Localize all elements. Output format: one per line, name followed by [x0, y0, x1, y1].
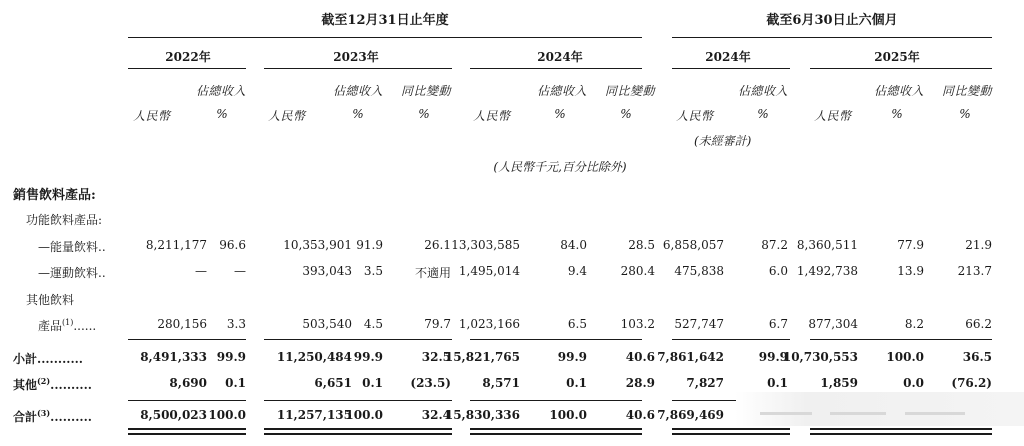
header-rule-six-months	[672, 37, 992, 38]
col-rmb-2025-h1: 人民幣	[814, 109, 852, 123]
total-top-rule-2	[264, 400, 452, 401]
cell-r4-c0: 8,690	[169, 376, 207, 390]
cell-r1-c8: 475,838	[674, 264, 724, 278]
period-2024: 2024年	[537, 50, 583, 64]
subtotal-rule-2	[264, 339, 452, 340]
row-label-sports: —運動飲料..	[38, 266, 106, 280]
cell-r3-c0: 8,491,333	[140, 350, 207, 364]
cell-r0-c8: 6,858,057	[662, 238, 724, 252]
cell-r1-c0: —	[195, 264, 207, 278]
cell-r2-c1: 3.3	[226, 317, 246, 331]
cell-r2-c3: 4.5	[363, 317, 383, 331]
row-label-subtotal: 小計...........	[13, 352, 83, 366]
cell-r0-c7: 28.5	[628, 238, 655, 252]
col-pct-2022: %	[216, 107, 228, 121]
cell-r1-c9: 6.0	[768, 264, 788, 278]
cell-r1-c6: 9.4	[567, 264, 587, 278]
cell-r5-c0: 8,500,023	[140, 408, 207, 422]
period-2025-h1: 2025年	[874, 50, 920, 64]
cell-r0-c3: 91.9	[356, 238, 383, 252]
cell-r0-c10: 8,360,511	[796, 238, 858, 252]
cell-r3-c9: 99.9	[758, 350, 788, 364]
col-yoy-2023: 同比變動	[400, 84, 451, 98]
cell-r3-c5: 15,821,765	[444, 350, 520, 364]
subtotal-rule-3	[470, 339, 642, 340]
cell-r2-c8: 527,747	[674, 317, 724, 331]
cell-r0-c5: 13,303,585	[451, 238, 520, 252]
cell-r4-c9: 0.1	[767, 376, 788, 390]
cell-r5-c5: 15,830,336	[444, 408, 520, 422]
cell-r1-c2: 393,043	[302, 264, 352, 278]
cell-r2-c9: 6.7	[768, 317, 788, 331]
col-yoy-2024: 同比變動	[604, 84, 655, 98]
col-share-2024: 佔總收入	[536, 84, 587, 98]
cell-r1-c11: 13.9	[897, 264, 924, 278]
unit-note: (人民幣千元,百分比除外)	[493, 160, 627, 174]
col-rmb-2022: 人民幣	[133, 109, 171, 123]
cell-r3-c6: 99.9	[557, 350, 587, 364]
row-label-total: 合計$^{(3)}$..........	[13, 408, 92, 424]
watermark-mark-3	[905, 412, 965, 415]
period-2022: 2022年	[165, 50, 211, 64]
cell-r3-c4: 32.5	[421, 350, 451, 364]
subtotal-rule-1	[128, 339, 246, 340]
cell-r3-c11: 100.0	[886, 350, 924, 364]
rule-2024	[470, 68, 642, 69]
cell-r4-c7: 28.9	[625, 376, 655, 390]
cell-r5-c6: 100.0	[549, 408, 587, 422]
period-2023: 2023年	[333, 50, 379, 64]
cell-r2-c0: 280,156	[157, 317, 207, 331]
cell-r4-c11: 0.0	[903, 376, 924, 390]
cell-r5-c4: 32.4	[421, 408, 451, 422]
cell-r4-c12: (76.2)	[951, 376, 992, 390]
rule-2023	[264, 68, 452, 69]
total-double-rule-2	[264, 428, 452, 435]
col-yoy-2025-h1: 同比變動	[941, 84, 992, 98]
cell-r2-c10: 877,304	[808, 317, 858, 331]
cell-r2-c6: 6.5	[567, 317, 587, 331]
cell-r3-c1: 99.9	[216, 350, 246, 364]
cell-r3-c3: 99.9	[353, 350, 383, 364]
cell-r0-c2: 10,353,901	[283, 238, 352, 252]
cell-r0-c0: 8,211,177	[145, 238, 207, 252]
cell-r3-c2: 11,250,484	[276, 350, 352, 364]
col-share-2025-h1: 佔總收入	[873, 84, 924, 98]
header-year-end: 截至12月31日止年度	[321, 13, 449, 28]
row-label-others: 其他$^{(2)}$..........	[13, 376, 92, 392]
cell-r4-c5: 8,571	[482, 376, 520, 390]
cell-r3-c10: 10,730,553	[782, 350, 858, 364]
cell-r0-c9: 87.2	[761, 238, 788, 252]
cell-r5-c1: 100.0	[208, 408, 246, 422]
total-top-rule-3	[470, 400, 642, 401]
col-share-2023: 佔總收入	[332, 84, 383, 98]
cell-r1-c7: 280.4	[620, 264, 655, 278]
col-rmb-2024-h1: 人民幣	[676, 109, 714, 123]
col-rmb-2023: 人民幣	[268, 109, 306, 123]
total-top-rule-1	[128, 400, 246, 401]
functional-heading: 功能飲料產品:	[26, 213, 103, 227]
cell-r3-c7: 40.6	[625, 350, 655, 364]
header-rule-year-end	[128, 37, 642, 38]
col-yoy-pct-2025-h1: %	[959, 107, 971, 121]
cell-r0-c1: 96.6	[219, 238, 246, 252]
row-label-energy: —能量飲料..	[38, 240, 106, 254]
cell-r2-c11: 8.2	[904, 317, 924, 331]
cell-r4-c3: 0.1	[362, 376, 383, 390]
cell-r2-c12: 66.2	[965, 317, 992, 331]
col-share-2024-h1: 佔總收入	[737, 84, 788, 98]
header-six-months: 截至6月30日止六個月	[766, 13, 898, 28]
cell-r5-c2: 11,257,135	[276, 408, 352, 422]
total-double-rule-5	[810, 428, 992, 435]
col-pct-2024: %	[554, 107, 566, 121]
col-pct-2023: %	[352, 107, 364, 121]
col-rmb-2024: 人民幣	[473, 109, 511, 123]
unaudited-note: (未經審計)	[694, 134, 752, 148]
cell-r2-c4: 79.7	[424, 317, 451, 331]
row-label-other-beverage-2: 產品$^{(1)}$......	[38, 318, 97, 333]
cell-r2-c5: 1,023,166	[458, 317, 520, 331]
col-pct-2024-h1: %	[757, 107, 769, 121]
cell-r5-c7: 40.6	[625, 408, 655, 422]
subtotal-rule-4	[672, 339, 790, 340]
watermark-overlay	[735, 392, 1024, 426]
cell-r3-c12: 36.5	[962, 350, 992, 364]
cell-r1-c3: 3.5	[363, 264, 383, 278]
cell-r4-c10: 1,859	[820, 376, 858, 390]
total-top-rule-4	[672, 400, 736, 401]
cell-r1-c5: 1,495,014	[458, 264, 520, 278]
watermark-mark-1	[760, 412, 812, 415]
cell-r4-c6: 0.1	[566, 376, 587, 390]
rule-2022	[128, 68, 246, 69]
section-title: 銷售飲料產品:	[13, 188, 96, 203]
cell-r4-c2: 6,651	[314, 376, 352, 390]
cell-r1-c10: 1,492,738	[796, 264, 858, 278]
cell-r0-c4: 26.1	[424, 238, 451, 252]
total-double-rule-4	[672, 428, 790, 435]
cell-r5-c8: 7,869,469	[657, 408, 724, 422]
cell-r1-c4: 不適用	[414, 266, 451, 280]
rule-2024-h1	[672, 68, 790, 69]
rule-2025-h1	[810, 68, 992, 69]
col-yoy-pct-2023: %	[418, 107, 430, 121]
cell-r2-c2: 503,540	[302, 317, 352, 331]
cell-r0-c12: 21.9	[965, 238, 992, 252]
total-double-rule-1	[128, 428, 246, 435]
cell-r0-c11: 77.9	[897, 238, 924, 252]
cell-r4-c1: 0.1	[225, 376, 246, 390]
subtotal-rule-5	[810, 339, 992, 340]
cell-r2-c7: 103.2	[620, 317, 655, 331]
cell-r1-c12: 213.7	[957, 264, 992, 278]
col-pct-2025-h1: %	[891, 107, 903, 121]
total-double-rule-3	[470, 428, 642, 435]
period-2024-h1: 2024年	[705, 50, 751, 64]
cell-r4-c4: (23.5)	[410, 376, 451, 390]
row-label-other-beverage-1: 其他飲料	[26, 293, 75, 307]
cell-r4-c8: 7,827	[686, 376, 724, 390]
cell-r3-c8: 7,861,642	[657, 350, 724, 364]
cell-r1-c1: —	[234, 264, 246, 278]
watermark-mark-2	[830, 412, 886, 415]
col-yoy-pct-2024: %	[620, 107, 632, 121]
cell-r5-c3: 100.0	[345, 408, 383, 422]
cell-r0-c6: 84.0	[560, 238, 587, 252]
col-share-2022: 佔總收入	[195, 84, 246, 98]
